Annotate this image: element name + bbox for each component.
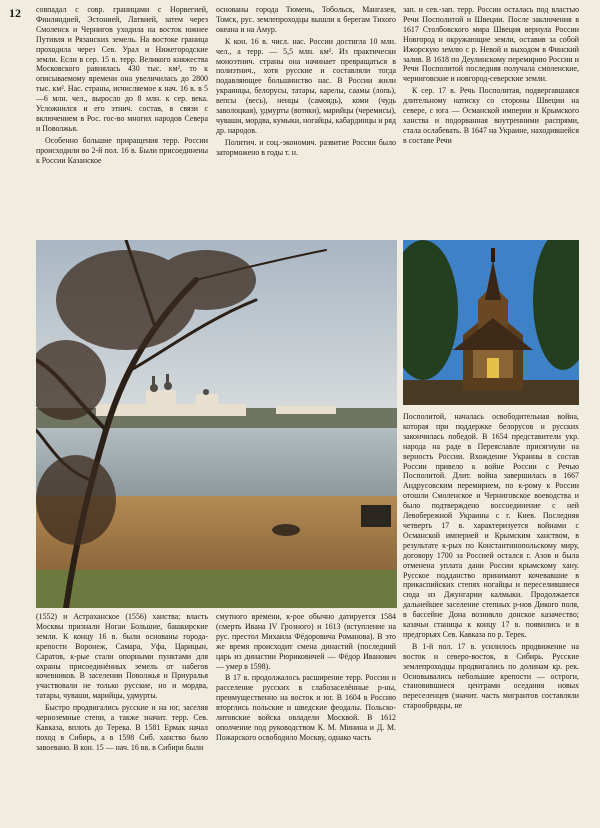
paragraph: Политич. и соц.-экономич. развитие России было заторможено в годы т. н. xyxy=(216,137,396,157)
text-column-5 xyxy=(216,612,396,822)
paragraph: зап. и сев.-зап. терр. России осталась под властью Речи Посполитой и Швеции. После заключения в 1617 Столбовского мира Швеция вернула России Новгород и окружающие земли, оставив за собой Ижорскую землю с р. Невой и выходом в Финский залив. В 1618 по Деулинскому перемирию России и Речи Посполитой последняя получала смоленские, черниговские и новгород-северские земли. xyxy=(403,5,579,84)
paragraph: В 17 в. продолжалось расширение терр. России и расселение русских в слабозаселённые р-ны, преимущественно на восток и юг. В 1604 в Россию вторглись польские и шведские феодалы. Польско-литовские войска овладели Москвой. В 1612 ополчение под руководством К. М. Минина и Д. М. Пожарского освободило Москву, однако часть xyxy=(216,673,396,742)
paragraph: В 1-й пол. 17 в. усилилось продвижение на восток и северо-восток, в Сибирь. Русские землепроходцы продвигались по долинам кр. рек. Основывались небольшие крепости — остроги, становившиеся центрами оседания новых переселенцев (значит. часть мигрантов составляли старообрядцы, не xyxy=(403,641,579,711)
kremlin-riverbank-photo xyxy=(36,240,397,608)
paragraph: основаны города Тюмень, Тобольск, Мангазея, Томск, рус. землепроходцы вышли к берегам Тихого океана и на Амур. xyxy=(216,5,396,34)
paragraph: (1552) и Астраханское (1556) ханства; власть Москвы признали Ногаи Большие, башкирские земли. К концу 16 в. были основаны города-крепости Воронеж, Самара, Уфа, Царицын, Саратов, к-рые стали опорными пунктами для охраны присоединённых земель от набегов кочевников. В заселении Поволжья и Приуралья участвовали не только русские, но и мордва, татары, чуваши, марийцы, удмурты. xyxy=(36,612,208,701)
paragraph: Особенно большие приращения терр. России происходили во 2-й пол. 16 в. Были присоединены к России Казанское xyxy=(36,135,208,165)
kremlin-riverbank-illustration xyxy=(36,240,397,608)
paragraph: смутного времени, к-рое обычно датируется 1584 (смерть Ивана IV Грозного) и 1613 (вступление на рус. престол Михаила Фёдоровича Романова). В это же время происходит смена династий (последний царь из династии Рюриковичей — Фёдор Иванович — умер в 1598). xyxy=(216,612,396,671)
wooden-church-illustration xyxy=(403,240,579,405)
paragraph: совпадал с совр. границами с Норвегией, Финляндией, Эстонией, Латвией, затем через Смоленск и Чернигов уходила на восток южнее Путивля и Рязанских земель. На востоке граница проходила через Сев. Урал и Нижегородские земли. Если в сер. 15 в. терр. Великого княжества Московского равнялась 430 тыс. км², то к описываемому времени она увеличилась до 2800 тыс. км². Нас. страны, исчисляемое к нач. 16 в. в 5—6 млн. чел., выросло до 8 млн. к сер. века. Усложнился и его этнич. состав, в связи с включением в Рос. гос-во многих народов Севера и Поволжья. xyxy=(36,5,208,133)
text-column-2 xyxy=(216,5,396,233)
text-column-1 xyxy=(36,5,208,233)
paragraph: К сер. 17 в. Речь Посполитая, подвергавшаяся длительному натиску со стороны Швеции на севере, с юга — Османской империи и Крымского ханства и подорванная внутренними распрями, стала ослабевать. В 1647 на Украине, находившейся в составе Речи xyxy=(403,86,579,145)
wooden-church-photo xyxy=(403,240,579,405)
text-column-6 xyxy=(403,412,579,822)
text-column-3 xyxy=(403,5,579,233)
paragraph: К кон. 16 в. числ. нас. России достигла 10 млн. чел., а терр. — 5,5 млн. км². Из практически моноэтнич. страны она начинает превращаться в полиэтнич., хотя русские и составляли тогда подавляющее большинство нас. В России жили украинцы, белорусы, татары, карелы, саамы (лопь), вепсы (весь), ненцы (самоядь), коми (чудь заволоцкая), удмурты (вотяки), марийцы (черемисы), чуваши, мордва, кумыки, ногайцы, кабардинцы и ряд др. народов. xyxy=(216,36,396,135)
page-number: 12 xyxy=(9,6,21,20)
paragraph: Быстро продвигались русские и на юг, заселяя черноземные степи, а также значит. терр. Сев. Кавказа, вплоть до Терека. В 1581 Ермак начал поход в Сибирь, а в 1598 Сиб. ханство было завоевано. В кон. 15 — нач. 16 вв. в Сибири были xyxy=(36,703,208,752)
paragraph: Посполитой, началась освободительная война, которая при поддержке белорусов и русских закончилась победой. В 1654 представители укр. народа на раде в Переяславле присягнули на верность России. Вхождение Украины в состав России привело к войне России с Речью Посполитой. Длит. война завершилась в 1667 Андрусовским перемирием, по к-рому к России отошли Смоленское и Черниговское воеводства и было подтверждено воссоединение с ней Левобережной Украины с г. Киев. Последняя четверть 17 в. характеризуется войнами с Османской империей и Крымским ханством, в результате к-рых по Константинопольскому миру, договору 1700 за Россией остался г. Азов и была отменена уплата дани России крымскому хану. Русское подданство принимают кочевавшие в прикаспийских степях ногайцы и переселившиеся сюда из Джунгарии калмыки. Продолжается дальнейшее заселение степных р-нов Дикого поля, в бассейне Дона возникло донское казачество; казачьи станицы к концу 17 в. появились и в предгорьях Сев. Кавказа по р. Терек. xyxy=(403,412,579,639)
text-column-4 xyxy=(36,612,208,822)
